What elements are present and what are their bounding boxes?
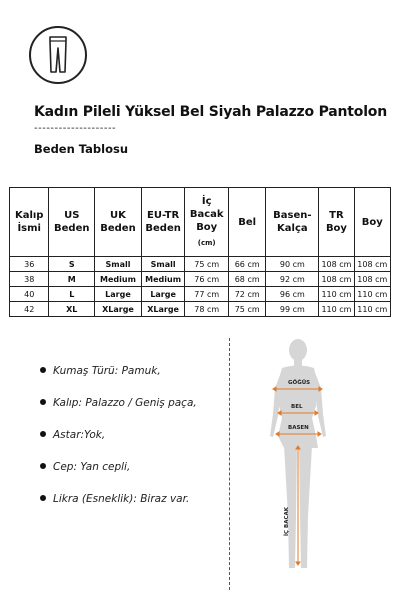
list-item	[40, 460, 230, 492]
table-cell: 78 cm	[185, 302, 229, 317]
table-row	[10, 287, 391, 302]
column-header-line: Boy	[325, 223, 347, 234]
waist-label: BEL	[291, 404, 303, 410]
column-header-line: Kalça	[277, 223, 308, 234]
table-cell: 110 cm	[319, 287, 354, 302]
table-cell: 72 cm	[229, 287, 266, 302]
bullet-icon	[40, 463, 46, 469]
table-row	[10, 272, 391, 287]
table-cell: Large	[95, 287, 142, 302]
feature-text: Astar:Yok,	[53, 429, 106, 441]
column-header	[49, 188, 95, 257]
bullet-icon	[40, 399, 46, 405]
column-header-line: Boy	[196, 221, 218, 233]
column-header-line: Basen-	[273, 210, 312, 221]
column-header	[95, 188, 142, 257]
table-cell: Small	[141, 257, 185, 272]
table-cell: 108 cm	[354, 257, 390, 272]
column-unit: (cm)	[197, 238, 216, 247]
table-cell: 77 cm	[185, 287, 229, 302]
page-title: Kadın Pileli Yüksel Bel Siyah Palazzo Pantolon	[34, 104, 387, 120]
title-divider: --------------------	[34, 123, 117, 134]
column-header-line: EU-TR	[147, 210, 180, 221]
table-cell: 110 cm	[319, 302, 354, 317]
table-cell: 36	[10, 257, 49, 272]
table-cell: 66 cm	[229, 257, 266, 272]
column-header-line: Beden	[145, 223, 181, 234]
bullet-icon	[40, 431, 46, 437]
column-header	[266, 188, 319, 257]
hip-label: BASEN	[288, 425, 309, 431]
column-header	[10, 188, 49, 257]
column-header-line: Beden	[54, 223, 90, 234]
size-table-header	[10, 188, 391, 257]
column-header-line: Boy	[361, 216, 383, 228]
female-silhouette	[246, 336, 386, 592]
table-cell: 75 cm	[229, 302, 266, 317]
column-header	[319, 188, 354, 257]
column-header-line: UK	[110, 210, 126, 221]
table-cell: Large	[141, 287, 185, 302]
table-cell: 38	[10, 272, 49, 287]
bullet-icon	[40, 367, 46, 373]
table-cell: 108 cm	[319, 272, 354, 287]
feature-text: Kumaş Türü: Pamuk,	[53, 365, 161, 377]
column-header-line: Beden	[100, 223, 136, 234]
table-cell: Medium	[95, 272, 142, 287]
table-cell: 96 cm	[266, 287, 319, 302]
table-cell: 108 cm	[319, 257, 354, 272]
column-header	[185, 188, 229, 257]
table-cell: 75 cm	[185, 257, 229, 272]
table-cell: L	[49, 287, 95, 302]
column-header-line: İsmi	[17, 223, 41, 234]
body-measurement-figure	[246, 336, 386, 592]
size-table-body	[10, 257, 391, 317]
list-item	[40, 364, 230, 396]
feature-text: Kalıp: Palazzo / Geniş paça,	[53, 397, 197, 409]
table-cell: XL	[49, 302, 95, 317]
table-cell: 110 cm	[354, 287, 390, 302]
column-header-line: TR	[329, 210, 344, 221]
table-cell: XLarge	[141, 302, 185, 317]
table-cell: 90 cm	[266, 257, 319, 272]
feature-list	[40, 364, 230, 524]
table-cell: 42	[10, 302, 49, 317]
list-item	[40, 428, 230, 460]
table-cell: XLarge	[95, 302, 142, 317]
feature-text: Likra (Esneklik): Biraz var.	[53, 493, 190, 505]
column-header	[354, 188, 390, 257]
table-row	[10, 257, 391, 272]
chest-label: GÖĞÜS	[288, 380, 311, 386]
column-header-line: İç	[201, 195, 212, 207]
table-cell: 40	[10, 287, 49, 302]
list-item	[40, 492, 230, 524]
column-header-line: Bacak	[189, 208, 224, 220]
trousers-icon	[29, 26, 87, 84]
table-cell: S	[49, 257, 95, 272]
table-cell: 92 cm	[266, 272, 319, 287]
column-header-line: Kalıp	[14, 210, 44, 221]
table-cell: 99 cm	[266, 302, 319, 317]
table-cell: 68 cm	[229, 272, 266, 287]
column-header	[141, 188, 185, 257]
inseam-label: İÇ BACAK	[284, 506, 290, 536]
table-cell: M	[49, 272, 95, 287]
column-header-line: Bel	[238, 216, 257, 228]
table-cell: Small	[95, 257, 142, 272]
table-cell: Medium	[141, 272, 185, 287]
column-header-line: US	[64, 210, 80, 221]
feature-text: Cep: Yan cepli,	[53, 461, 131, 473]
column-header	[229, 188, 266, 257]
bullet-icon	[40, 495, 46, 501]
table-row	[10, 302, 391, 317]
table-cell: 76 cm	[185, 272, 229, 287]
table-cell: 108 cm	[354, 272, 390, 287]
table-cell: 110 cm	[354, 302, 390, 317]
size-table	[9, 187, 391, 317]
list-item	[40, 396, 230, 428]
size-chart-heading: Beden Tablosu	[34, 142, 129, 156]
